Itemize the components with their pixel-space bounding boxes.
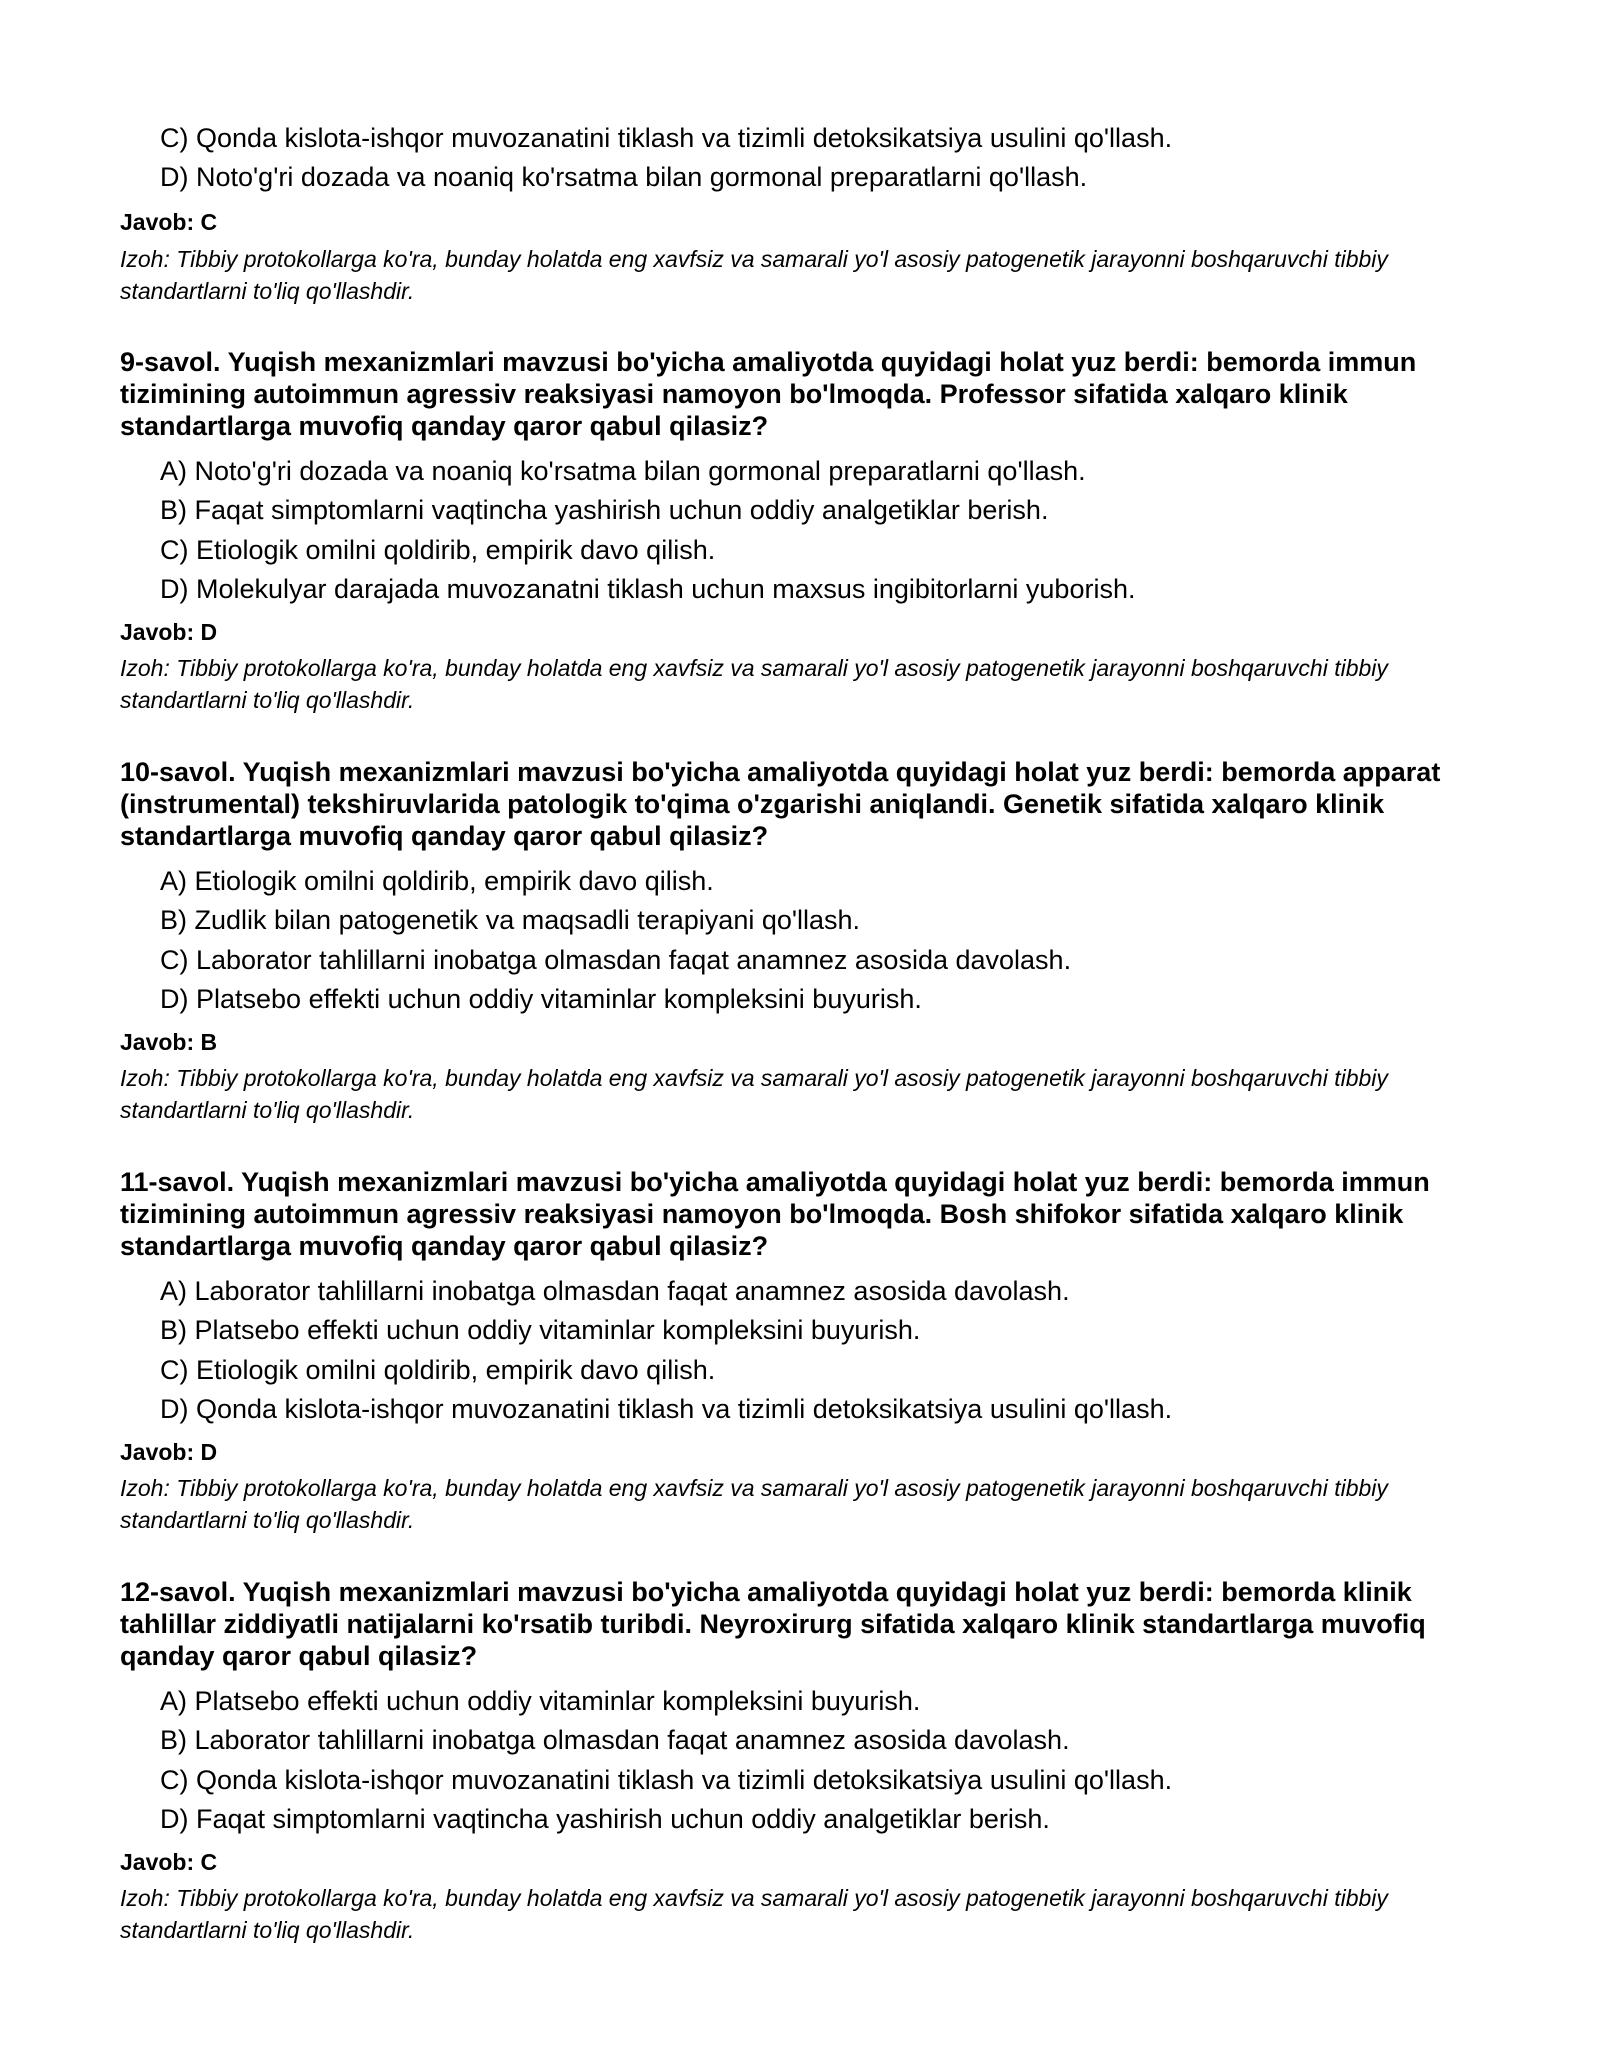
question-10-option-a: A) Etiologik omilni qoldirib, empirik davo qilish.	[160, 866, 714, 896]
question-12-note: Izoh: Tibbiy protokollarga ko'ra, bunday holatda eng xavfsiz va samarali yo'l asosiy patogenetik jarayonni boshqaruvchi tibbiy standartlarni to'liq qo'llashdir.	[120, 1885, 1388, 1943]
explanation-note: Izoh: Tibbiy protokollarga ko'ra, bunday holatda eng xavfsiz va samarali yo'l asosiy patogenetik jarayonni boshqaruvchi tibbiy standartlarni to'liq qo'llashdir.	[120, 246, 1388, 304]
question-11-option-c: C) Etiologik omilni qoldirib, empirik davo qilish.	[160, 1355, 716, 1385]
question-12-option-b: B) Laborator tahlillarni inobatga olmasdan faqat anamnez asosida davolash.	[160, 1725, 1070, 1755]
question-10-note: Izoh: Tibbiy protokollarga ko'ra, bunday holatda eng xavfsiz va samarali yo'l asosiy patogenetik jarayonni boshqaruvchi tibbiy standartlarni to'liq qo'llashdir.	[120, 1065, 1388, 1123]
question-10-text: 10-savol. Yuqish mexanizmlari mavzusi bo'yicha amaliyotda quyidagi holat yuz berdi: bemorda apparat (instrumental) tekshiruvlarida patologik to'qima o'zgarishi aniqlandi. Genetik sifatida xalqaro klinik standartlarga muvofiq qanday qaror qabul qilasiz?	[120, 757, 1441, 851]
question-9-option-d: D) Molekulyar darajada muvozanatni tiklash uchun maxsus ingibitorlarni yuborish.	[160, 574, 1136, 604]
question-10-answer: Javob: B	[120, 1029, 218, 1055]
question-10-option-b: B) Zudlik bilan patogenetik va maqsadli terapiyani qo'llash.	[160, 905, 861, 935]
question-11-text: 11-savol. Yuqish mexanizmlari mavzusi bo'yicha amaliyotda quyidagi holat yuz berdi: bemorda immun tizimining autoimmun agressiv reaksiyasi namoyon bo'lmoqda. Bosh shifokor sifatida xalqaro klinik standartlarga muvofiq qanday qaror qabul qilasiz?	[120, 1167, 1430, 1261]
question-10-option-c: C) Laborator tahlillarni inobatga olmasdan faqat anamnez asosida davolash.	[160, 945, 1072, 975]
question-12-option-a: A) Platsebo effekti uchun oddiy vitaminlar kompleksini buyurish.	[160, 1686, 921, 1716]
question-12-answer: Javob: C	[120, 1849, 218, 1875]
question-11-answer: Javob: D	[120, 1439, 218, 1465]
question-11-option-b: B) Platsebo effekti uchun oddiy vitaminlar kompleksini buyurish.	[160, 1315, 921, 1345]
question-9-option-c: C) Etiologik omilni qoldirib, empirik davo qilish.	[160, 535, 716, 565]
question-12-text: 12-savol. Yuqish mexanizmlari mavzusi bo'yicha amaliyotda quyidagi holat yuz berdi: bemorda klinik tahlillar ziddiyatli natijalarni ko'rsatib turibdi. Neyroxirurg sifatida xalqaro klinik standartlarga muvofiq qanday qaror qabul qilasiz?	[120, 1577, 1426, 1671]
question-12-option-c: C) Qonda kislota-ishqor muvozanatini tiklash va tizimli detoksikatsiya usulini qo'llash.	[160, 1765, 1173, 1795]
question-9-note: Izoh: Tibbiy protokollarga ko'ra, bunday holatda eng xavfsiz va samarali yo'l asosiy patogenetik jarayonni boshqaruvchi tibbiy standartlarni to'liq qo'llashdir.	[120, 655, 1388, 713]
option-c: C) Qonda kislota-ishqor muvozanatini tiklash va tizimli detoksikatsiya usulini qo'llash.	[160, 123, 1173, 153]
question-9-option-a: A) Noto'g'ri dozada va noaniq ko'rsatma bilan gormonal preparatlarni qo'llash.	[160, 456, 1086, 486]
question-9-text: 9-savol. Yuqish mexanizmlari mavzusi bo'yicha amaliyotda quyidagi holat yuz berdi: bemorda immun tizimining autoimmun agressiv reaksiyasi namoyon bo'lmoqda. Professor sifatida xalqaro klinik standartlarga muvofiq qanday qaror qabul qilasiz?	[120, 347, 1417, 441]
question-11-note: Izoh: Tibbiy protokollarga ko'ra, bunday holatda eng xavfsiz va samarali yo'l asosiy patogenetik jarayonni boshqaruvchi tibbiy standartlarni to'liq qo'llashdir.	[120, 1475, 1388, 1533]
option-d: D) Noto'g'ri dozada va noaniq ko'rsatma bilan gormonal preparatlarni qo'llash.	[160, 162, 1088, 192]
question-11-option-d: D) Qonda kislota-ishqor muvozanatini tiklash va tizimli detoksikatsiya usulini qo'llash.	[160, 1394, 1173, 1424]
question-9-option-b: B) Faqat simptomlarni vaqtincha yashirish uchun oddiy analgetiklar berish.	[160, 495, 1049, 525]
question-10-option-d: D) Platsebo effekti uchun oddiy vitaminlar kompleksini buyurish.	[160, 984, 922, 1014]
question-11-option-a: A) Laborator tahlillarni inobatga olmasdan faqat anamnez asosida davolash.	[160, 1276, 1070, 1306]
question-12-option-d: D) Faqat simptomlarni vaqtincha yashirish uchun oddiy analgetiklar berish.	[160, 1804, 1050, 1834]
question-9-answer: Javob: D	[120, 619, 218, 645]
answer-label: Javob: C	[120, 209, 218, 235]
